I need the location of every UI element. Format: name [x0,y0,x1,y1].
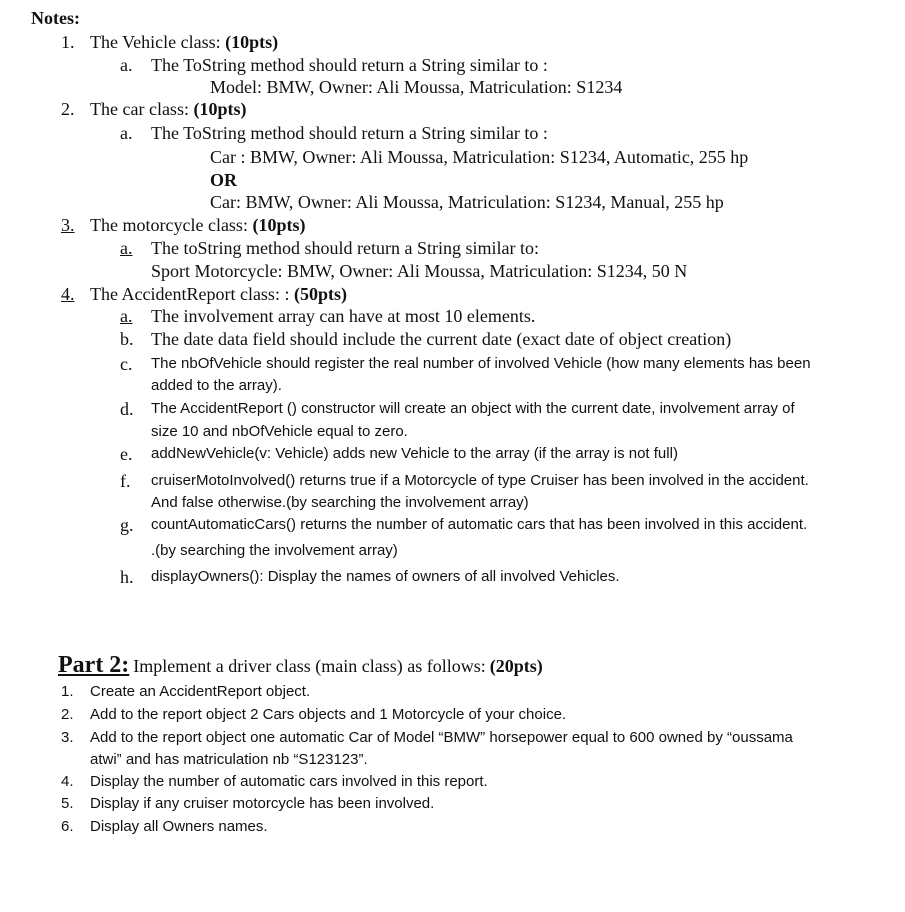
step-text: Display the number of automatic cars involved in this report. [90,773,488,790]
example-text: Car : BMW, Owner: Ali Moussa, Matriculation: S1234, Automatic, 255 hp [210,147,749,167]
or-text: OR [210,170,237,190]
item-points: (10pts) [193,99,247,119]
item-number: 1. [61,32,75,52]
sub-label: d. [120,399,134,419]
sub-text: The AccidentReport () constructor will create an object with the current date, involvement array of [151,400,795,417]
sub-text: countAutomaticCars() returns the number of automatic cars that has been involved in this accident. [151,516,808,533]
sub-label: g. [120,515,134,535]
example-text: Sport Motorcycle: BMW, Owner: Ali Moussa, Matriculation: S1234, 50 N [151,261,688,281]
sub-label: b. [120,329,134,349]
item-heading [90,32,278,52]
item-number: 3. [61,215,75,235]
item-heading [90,215,305,235]
item-number: 2. [61,99,75,119]
sub-text: The ToString method should return a String similar to : [151,123,548,143]
item-heading [90,284,347,304]
item-points: (10pts) [252,215,306,235]
step-number: 3. [61,729,74,746]
sub-text: The nbOfVehicle should register the real number of involved Vehicle (how many elements has been [151,355,811,372]
item-points: (50pts) [293,284,347,304]
sub-text-cont: size 10 and nbOfVehicle equal to zero. [151,423,408,440]
sub-text: addNewVehicle(v: Vehicle) adds new Vehicle to the array (if the array is not full) [151,445,678,462]
sub-text: displayOwners(): Display the names of owners of all involved Vehicles. [151,568,620,585]
step-text: Add to the report object one automatic Car of Model “BMW” horsepower equal to 600 owned by “oussama [90,729,793,746]
step-text-cont: atwi” and has matriculation nb “S123123”. [90,751,368,768]
step-number: 6. [61,818,74,835]
sub-text: cruiserMotoInvolved() returns true if a Motorcycle of type Cruiser has been involved in the accident. [151,472,809,489]
sub-label: a. [120,238,133,258]
part2-intro: Implement a driver class (main class) as follows: [133,656,486,676]
step-number: 2. [61,706,74,723]
sub-label: c. [120,354,133,374]
step-text: Add to the report object 2 Cars objects and 1 Motorcycle of your choice. [90,706,567,723]
sub-label: f. [120,471,131,491]
example-text: Car: BMW, Owner: Ali Moussa, Matriculation: S1234, Manual, 255 hp [210,192,724,212]
sub-label: h. [120,567,134,587]
step-text: Create an AccidentReport object. [90,683,311,700]
item-heading-text: The motorcycle class: [90,215,248,235]
sub-text: The date data field should include the current date (exact date of object creation) [151,329,732,349]
example-text: Model: BMW, Owner: Ali Moussa, Matriculation: S1234 [210,77,623,97]
item-points: (10pts) [225,32,279,52]
step-text: Display all Owners names. [90,818,268,835]
sub-label: e. [120,444,133,464]
part2-points: (20pts) [489,656,543,676]
sub-text-cont: And false otherwise.(by searching the involvement array) [151,494,529,511]
sub-label: a. [120,55,133,75]
part2-heading [58,652,543,679]
step-number: 5. [61,795,74,812]
sub-label: a. [120,306,133,326]
step-number: 4. [61,773,74,790]
item-number: 4. [61,284,75,304]
step-text: Display if any cruiser motorcycle has been involved. [90,795,435,812]
sub-text-cont: .(by searching the involvement array) [151,542,398,559]
item-heading [90,99,246,119]
sub-text: The involvement array can have at most 10 elements. [151,306,536,326]
item-heading-text: The Vehicle class: [90,32,221,52]
item-heading-text: The car class: [90,99,189,119]
sub-text-cont: added to the array). [151,377,282,394]
notes-title: Notes: [31,8,80,28]
step-number: 1. [61,683,74,700]
sub-label: a. [120,123,133,143]
sub-text: The ToString method should return a String similar to : [151,55,548,75]
part2-title: Part 2: [58,652,130,678]
sub-text: The toString method should return a String similar to: [151,238,539,258]
item-heading-text: The AccidentReport class: : [90,284,290,304]
